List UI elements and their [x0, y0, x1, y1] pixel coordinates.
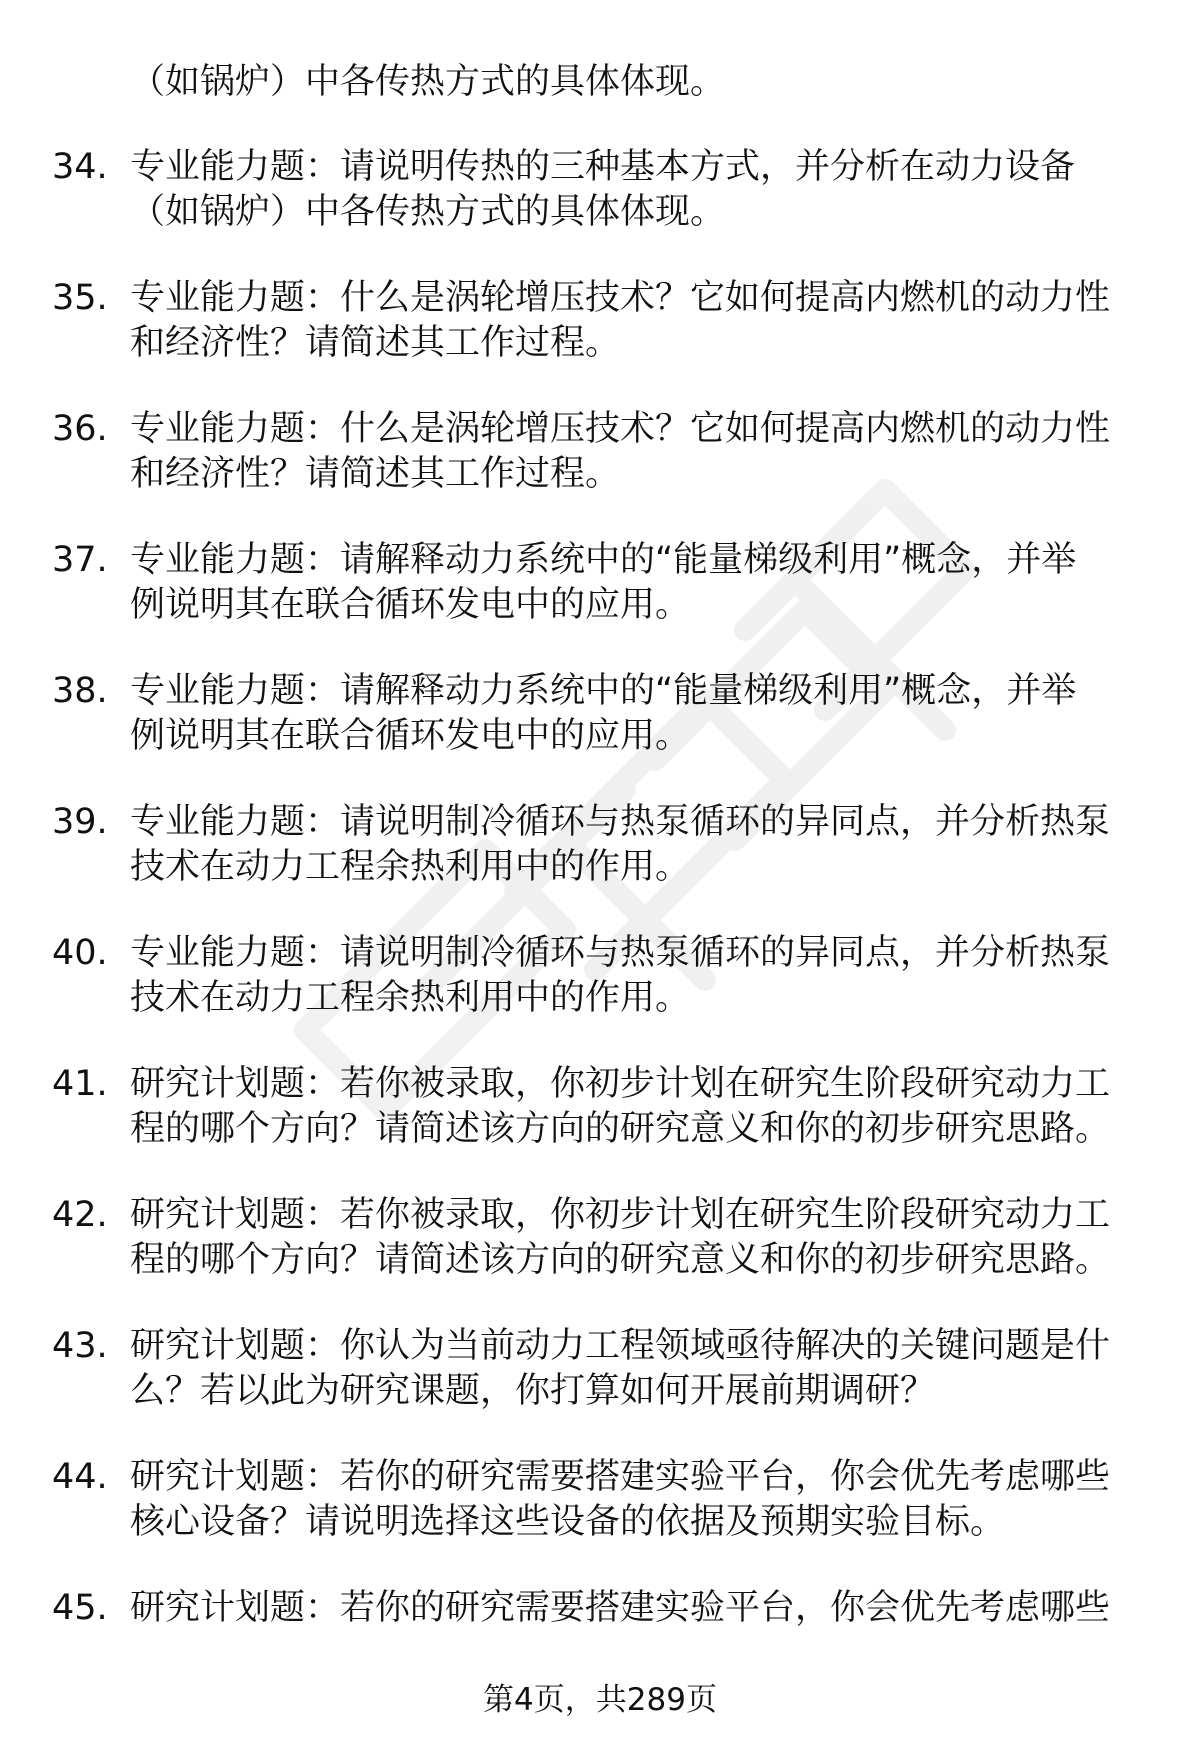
question-item [0, 1193, 1200, 1324]
question-number: 35. [52, 278, 108, 318]
question-number: 41. [52, 1064, 108, 1104]
question-number: 43. [52, 1326, 108, 1366]
question-item [0, 145, 1200, 276]
question-line: 专业能力题：请说明传热的三种基本方式，并分析在动力设备 [130, 147, 1076, 187]
question-number: 44. [52, 1457, 108, 1497]
question-text [130, 145, 1140, 235]
question-line: 研究计划题：你认为当前动力工程领域亟待解决的关键问题是什 [130, 1326, 1111, 1366]
question-text [130, 1324, 1140, 1414]
question-item [0, 1324, 1200, 1455]
question-line: 和经济性？请简述其工作过程。 [130, 454, 621, 494]
question-item [0, 1062, 1200, 1193]
question-text [130, 1193, 1140, 1283]
question-line: 研究计划题：若你被录取，你初步计划在研究生阶段研究动力工 [130, 1195, 1111, 1235]
question-number: 45. [52, 1588, 108, 1628]
question-line: 技术在动力工程余热利用中的作用。 [130, 847, 691, 887]
question-line: 专业能力题：请说明制冷循环与热泵循环的异同点，并分析热泵 [130, 933, 1111, 973]
question-line: 专业能力题：什么是涡轮增压技术？它如何提高内燃机的动力性 [130, 409, 1111, 449]
question-line: 专业能力题：什么是涡轮增压技术？它如何提高内燃机的动力性 [130, 278, 1111, 318]
question-text [130, 538, 1140, 628]
question-number: 40. [52, 933, 108, 973]
question-line: 例说明其在联合循环发电中的应用。 [130, 585, 691, 625]
question-text [130, 1062, 1140, 1152]
question-item [0, 1455, 1200, 1586]
question-number: 34. [52, 147, 108, 187]
question-line: 研究计划题：若你的研究需要搭建实验平台，你会优先考虑哪些 [130, 1457, 1111, 1497]
question-number: 42. [52, 1195, 108, 1235]
question-line: 么？若以此为研究课题，你打算如何开展前期调研？ [130, 1371, 936, 1411]
question-number: 36. [52, 409, 108, 449]
page-footer: 第4页，共289页 [483, 1682, 717, 1718]
question-item [0, 800, 1200, 931]
question-text [130, 407, 1140, 497]
question-line: 程的哪个方向？请简述该方向的研究意义和你的初步研究思路。 [130, 1240, 1111, 1280]
question-text [130, 669, 1140, 759]
question-list [0, 145, 1200, 1717]
question-item [0, 407, 1200, 538]
question-item [0, 538, 1200, 669]
question-line: 核心设备？请说明选择这些设备的依据及预期实验目标。 [130, 1502, 1006, 1542]
question-line: 技术在动力工程余热利用中的作用。 [130, 978, 691, 1018]
question-text [130, 1455, 1140, 1545]
continuation-line: （如锅炉）中各传热方式的具体体现。 [130, 62, 726, 102]
question-line: 专业能力题：请解释动力系统中的“能量梯级利用”概念，并举 [130, 540, 1077, 580]
question-number: 37. [52, 540, 108, 580]
question-line: 研究计划题：若你的研究需要搭建实验平台，你会优先考虑哪些 [130, 1588, 1111, 1628]
question-line: （如锅炉）中各传热方式的具体体现。 [130, 192, 726, 232]
question-text [130, 276, 1140, 366]
question-item [0, 931, 1200, 1062]
question-line: 研究计划题：若你被录取，你初步计划在研究生阶段研究动力工 [130, 1064, 1111, 1104]
question-item [0, 669, 1200, 800]
question-line: 例说明其在联合循环发电中的应用。 [130, 716, 691, 756]
question-item [0, 276, 1200, 407]
question-line: 和经济性？请简述其工作过程。 [130, 323, 621, 363]
question-text [130, 931, 1140, 1021]
question-text [130, 800, 1140, 890]
question-line: 程的哪个方向？请简述该方向的研究意义和你的初步研究思路。 [130, 1109, 1111, 1149]
question-number: 38. [52, 671, 108, 711]
question-line: 专业能力题：请说明制冷循环与热泵循环的异同点，并分析热泵 [130, 802, 1111, 842]
question-line: 专业能力题：请解释动力系统中的“能量梯级利用”概念，并举 [130, 671, 1077, 711]
question-number: 39. [52, 802, 108, 842]
question-text [130, 1586, 1140, 1631]
